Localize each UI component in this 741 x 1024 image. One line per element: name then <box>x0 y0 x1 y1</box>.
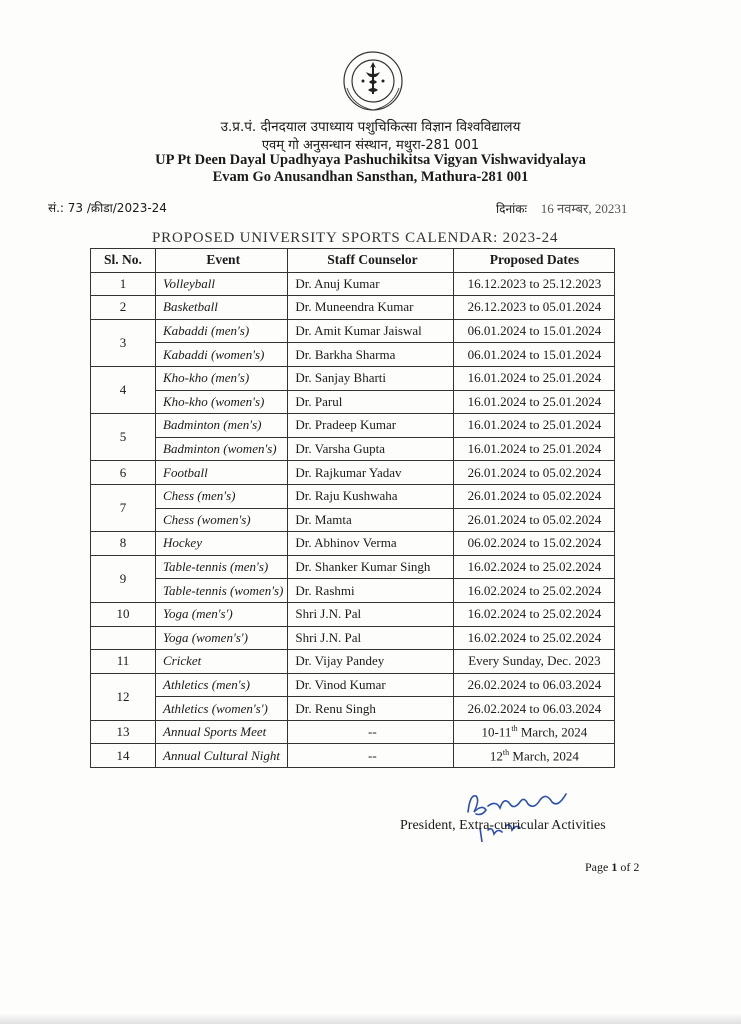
cell-staff-counselor: Dr. Renu Singh <box>288 697 454 721</box>
table-row <box>91 555 615 579</box>
cell-staff-counselor: Dr. Pradeep Kumar <box>288 414 454 438</box>
table-row <box>91 343 615 367</box>
table-row <box>91 272 615 296</box>
table-header-row <box>91 249 615 273</box>
cell-staff-counselor: Dr. Raju Kushwaha <box>288 484 454 508</box>
cell-event: Kabaddi (men's) <box>156 319 288 343</box>
cell-event: Chess (women's) <box>156 508 288 532</box>
cell-staff-counselor: Dr. Rajkumar Yadav <box>288 461 454 485</box>
date-label: दिनांकः <box>496 202 527 216</box>
cell-event: Kho-kho (women's) <box>156 390 288 414</box>
reference-date <box>496 199 627 217</box>
cell-staff-counselor: Dr. Barkha Sharma <box>288 343 454 367</box>
cell-proposed-dates: 10-11th March, 2024 <box>454 720 615 744</box>
table-row <box>91 626 615 650</box>
cell-event: Yoga (women's') <box>156 626 288 650</box>
cell-staff-counselor: Shri J.N. Pal <box>288 602 454 626</box>
cell-staff-counselor: Dr. Vinod Kumar <box>288 673 454 697</box>
cell-event: Table-tennis (men's) <box>156 555 288 579</box>
cell-event: Kabaddi (women's) <box>156 343 288 367</box>
table-row <box>91 650 615 674</box>
cell-staff-counselor: -- <box>288 720 454 744</box>
cell-sl-no: 1 <box>91 272 156 296</box>
date-value: 16 नवम्बर, 20231 <box>540 201 628 216</box>
table-row <box>91 697 615 721</box>
cell-proposed-dates: 26.01.2024 to 05.02.2024 <box>454 484 615 508</box>
scan-edge <box>0 1014 741 1024</box>
cell-event: Badminton (men's) <box>156 414 288 438</box>
table-row <box>91 744 615 768</box>
cell-sl-no: 10 <box>91 602 156 626</box>
cell-sl-no: 9 <box>91 555 156 602</box>
cell-event: Cricket <box>156 650 288 674</box>
header-staff-counselor: Staff Counselor <box>288 249 454 273</box>
cell-proposed-dates: 16.01.2024 to 25.01.2024 <box>454 366 615 390</box>
cell-sl-no: 12 <box>91 673 156 720</box>
cell-event: Table-tennis (women's) <box>156 579 288 603</box>
table-row <box>91 508 615 532</box>
table-row <box>91 296 615 320</box>
cell-staff-counselor: Shri J.N. Pal <box>288 626 454 650</box>
table-row <box>91 390 615 414</box>
cell-proposed-dates: 16.02.2024 to 25.02.2024 <box>454 602 615 626</box>
cell-proposed-dates: 12th March, 2024 <box>454 744 615 768</box>
header-sl-no: Sl. No. <box>91 249 156 273</box>
table-row <box>91 532 615 556</box>
page-number: Page 1 of 2 <box>585 860 640 874</box>
cell-sl-no: 2 <box>91 296 156 320</box>
table-row <box>91 366 615 390</box>
cell-proposed-dates: 06.01.2024 to 15.01.2024 <box>454 343 615 367</box>
cell-proposed-dates: 16.02.2024 to 25.02.2024 <box>454 555 615 579</box>
cell-event: Athletics (women's') <box>156 697 288 721</box>
cell-event: Chess (men's) <box>156 484 288 508</box>
header-proposed-dates: Proposed Dates <box>454 249 615 273</box>
cell-sl-no: 11 <box>91 650 156 674</box>
cell-proposed-dates: 26.01.2024 to 05.02.2024 <box>454 508 615 532</box>
cell-event: Athletics (men's) <box>156 673 288 697</box>
cell-proposed-dates: 06.01.2024 to 15.01.2024 <box>454 319 615 343</box>
cell-event: Basketball <box>156 296 288 320</box>
cell-staff-counselor: Dr. Abhinov Verma <box>288 532 454 556</box>
cell-staff-counselor: Dr. Parul <box>288 390 454 414</box>
table-row <box>91 720 615 744</box>
table-row <box>91 414 615 438</box>
cell-sl-no: 3 <box>91 319 156 366</box>
cell-sl-no: 4 <box>91 366 156 413</box>
cell-staff-counselor: Dr. Vijay Pandey <box>288 650 454 674</box>
cell-sl-no: 7 <box>91 484 156 531</box>
university-name-hindi: उ.प्र.पं. दीनदयाल उपाध्याय पशुचिकित्सा विज्ञान विश्वविद्यालय <box>220 119 521 135</box>
cell-event: Yoga (men's') <box>156 602 288 626</box>
table-row <box>91 461 615 485</box>
cell-sl-no: 5 <box>91 414 156 461</box>
table-row <box>91 484 615 508</box>
cell-event: Kho-kho (men's) <box>156 366 288 390</box>
table-row <box>91 579 615 603</box>
cell-sl-no <box>91 626 156 650</box>
cell-proposed-dates: 16.01.2024 to 25.01.2024 <box>454 437 615 461</box>
calendar-title: PROPOSED UNIVERSITY SPORTS CALENDAR: 2023-24 <box>152 230 559 246</box>
cell-proposed-dates: 16.02.2024 to 25.02.2024 <box>454 579 615 603</box>
table-row <box>91 673 615 697</box>
cell-proposed-dates: 06.02.2024 to 15.02.2024 <box>454 532 615 556</box>
cell-staff-counselor: Dr. Muneendra Kumar <box>288 296 454 320</box>
cell-proposed-dates: 16.12.2023 to 25.12.2023 <box>454 272 615 296</box>
cell-event: Football <box>156 461 288 485</box>
total-pages: 2 <box>633 860 640 874</box>
cell-sl-no: 6 <box>91 461 156 485</box>
cell-proposed-dates: 26.12.2023 to 05.01.2024 <box>454 296 615 320</box>
institute-name-hindi: एवम् गो अनुसन्धान संस्थान, मथुरा-281 001 <box>261 138 480 153</box>
cell-proposed-dates: 16.01.2024 to 25.01.2024 <box>454 414 615 438</box>
cell-event: Hockey <box>156 532 288 556</box>
header-event: Event <box>156 249 288 273</box>
cell-staff-counselor: Dr. Shanker Kumar Singh <box>288 555 454 579</box>
cell-staff-counselor: Dr. Amit Kumar Jaiswal <box>288 319 454 343</box>
cell-sl-no: 14 <box>91 744 156 768</box>
university-name-english: UP Pt Deen Dayal Upadhyaya Pashuchikitsa Vigyan Vishwavidyalaya <box>155 152 586 168</box>
university-logo <box>333 48 413 114</box>
cell-event: Annual Sports Meet <box>156 720 288 744</box>
cell-proposed-dates: Every Sunday, Dec. 2023 <box>454 650 615 674</box>
table-row <box>91 437 615 461</box>
cell-staff-counselor: Dr. Varsha Gupta <box>288 437 454 461</box>
cell-staff-counselor: -- <box>288 744 454 768</box>
cell-staff-counselor: Dr. Sanjay Bharti <box>288 366 454 390</box>
cell-event: Badminton (women's) <box>156 437 288 461</box>
cell-event: Annual Cultural Night <box>156 744 288 768</box>
cell-staff-counselor: Dr. Rashmi <box>288 579 454 603</box>
cell-proposed-dates: 16.01.2024 to 25.01.2024 <box>454 390 615 414</box>
cell-sl-no: 13 <box>91 720 156 744</box>
cell-staff-counselor: Dr. Anuj Kumar <box>288 272 454 296</box>
cell-proposed-dates: 26.02.2024 to 06.03.2024 <box>454 673 615 697</box>
current-page: 1 <box>611 860 618 874</box>
cell-staff-counselor: Dr. Mamta <box>288 508 454 532</box>
cell-event: Volleyball <box>156 272 288 296</box>
sports-calendar-table <box>90 248 615 768</box>
cell-proposed-dates: 16.02.2024 to 25.02.2024 <box>454 626 615 650</box>
cell-sl-no: 8 <box>91 532 156 556</box>
reference-number: सं.: 73 /क्रीडा/2023-24 <box>48 201 167 215</box>
signatory-designation: President, Extra-curricular Activities <box>400 818 606 833</box>
cell-proposed-dates: 26.02.2024 to 06.03.2024 <box>454 697 615 721</box>
table-row <box>91 602 615 626</box>
institute-name-english: Evam Go Anusandhan Sansthan, Mathura-281 001 <box>212 169 529 185</box>
table-row <box>91 319 615 343</box>
cell-proposed-dates: 26.01.2024 to 05.02.2024 <box>454 461 615 485</box>
